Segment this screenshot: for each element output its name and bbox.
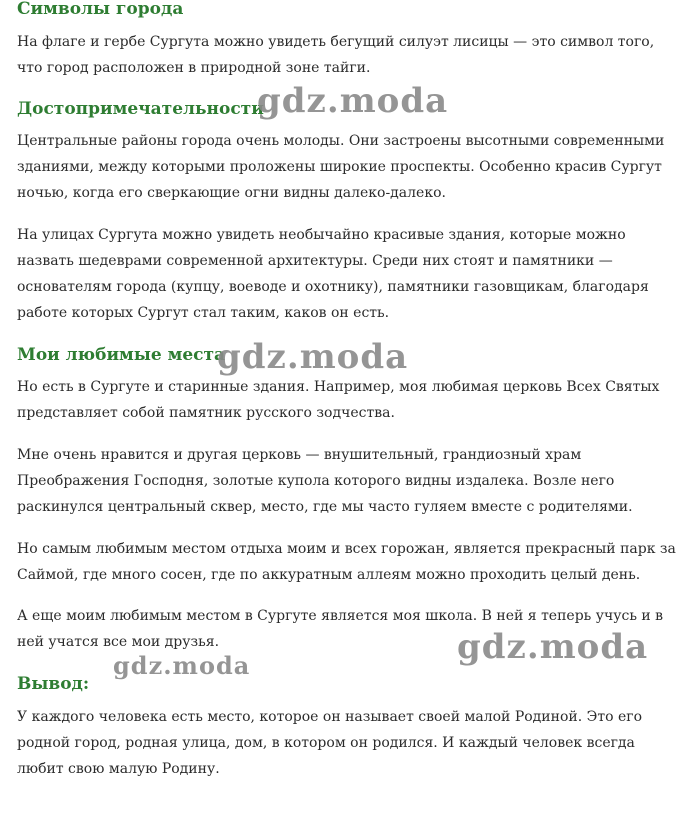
section-heading-sights: Достопримечательности bbox=[17, 99, 264, 119]
paragraph-sights-2: На улицах Сургута можно увидеть необычайно красивые здания, которые можно назвать шедеврами современной архитектуры. Среди них стоят и памятники — основателям города (купцу, воеводе и охотнику), памятники газовщикам, благодаря работе которых Сургут стал таким, каков он есть. bbox=[17, 227, 649, 321]
watermark-logo: gdz.moda bbox=[217, 337, 409, 377]
paragraph-sights-1: Центральные районы города очень молоды. Они застроены высотными современными зданиями, между которыми проложены широкие проспекты. Особенно красив Сургут ночью, когда его сверкающие огни видны далеко-далеко. bbox=[17, 133, 665, 201]
watermark-logo: gdz.moda bbox=[257, 81, 449, 121]
paragraph-favorite-3: Но самым любимым местом отдыха моим и всех горожан, является прекрасный парк за Саймой, где много сосен, где по аккуратным аллеям можно проходить целый день. bbox=[17, 541, 676, 583]
paragraph-favorite-4: А еще моим любимым местом в Сургуте является моя школа. В ней я теперь учусь и в ней учатся все мои друзья. bbox=[17, 608, 664, 650]
paragraph-symbols: На флаге и гербе Сургута можно увидеть бегущий силуэт лисицы — это символ того, что город расположен в природной зоне тайги. bbox=[17, 34, 655, 76]
paragraph-conclusion: У каждого человека есть место, которое он называет своей малой Родиной. Это его родной город, родная улица, дом, в котором он родился. И каждый человек всегда любит свою малую Родину. bbox=[17, 709, 643, 777]
paragraph-favorite-1: Но есть в Сургуте и старинные здания. Например, моя любимая церковь Всех Святых представляет собой памятник русского зодчества. bbox=[17, 379, 660, 421]
watermark-logo: gdz.moda bbox=[113, 651, 251, 680]
paragraph-favorite-2: Мне очень нравится и другая церковь — внушительный, грандиозный храм Преображения Господня, золотые купола которого видны издалека. Возле него раскинулся центральный сквер, место, где мы часто гуляем вместе с родителями. bbox=[17, 447, 633, 515]
section-heading-conclusion: Вывод: bbox=[17, 674, 90, 694]
section-heading-favorite-places: Мои любимые места bbox=[17, 345, 226, 365]
watermark-logo: gdz.moda bbox=[457, 627, 649, 667]
section-heading-symbols: Символы города bbox=[17, 0, 184, 19]
